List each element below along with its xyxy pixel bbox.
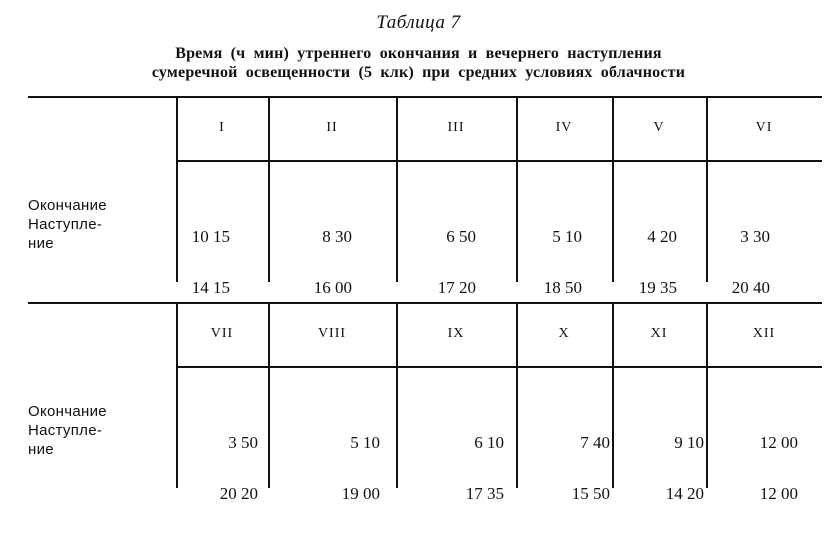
start-time: 20 20 <box>219 484 258 503</box>
end-time: 10 15 <box>191 227 230 246</box>
time-cell <box>396 194 476 330</box>
end-time: 5 10 <box>350 433 380 452</box>
month-header: X <box>558 326 570 341</box>
time-cell <box>268 194 352 330</box>
time-cell <box>268 400 380 536</box>
row-label-start: Наступле- <box>28 216 103 233</box>
title-line-1: Время (ч мин) утреннего окончания и вечернего наступления <box>175 45 662 62</box>
time-cell <box>176 400 258 536</box>
row-labels <box>28 402 107 459</box>
header-rule <box>176 160 822 162</box>
start-time: 15 50 <box>571 484 610 503</box>
end-time: 8 30 <box>322 227 352 246</box>
start-time: 14 15 <box>191 278 230 297</box>
month-header: VIII <box>317 326 347 341</box>
time-cell <box>706 194 770 330</box>
start-time: 19 00 <box>341 484 380 503</box>
row-label-start-cont: ние <box>28 235 54 252</box>
end-time: 6 50 <box>446 227 476 246</box>
end-time: 7 40 <box>580 433 610 452</box>
start-time: 18 50 <box>543 278 582 297</box>
end-time: 12 00 <box>759 433 798 452</box>
month-header: III <box>447 120 465 135</box>
start-time: 20 40 <box>731 278 770 297</box>
start-time: 19 35 <box>638 278 677 297</box>
end-time: 6 10 <box>474 433 504 452</box>
table-top-rule <box>28 302 822 304</box>
title-line-2: сумеречной освещенности (5 клк) при средних условиях облачности <box>151 64 686 81</box>
start-time: 17 20 <box>437 278 476 297</box>
time-cell <box>396 400 504 536</box>
row-label-end: Окончание <box>28 403 107 420</box>
row-label-start-cont: ние <box>28 441 54 458</box>
end-time: 4 20 <box>647 227 677 246</box>
row-labels <box>28 196 107 253</box>
time-cell <box>612 194 677 330</box>
time-cell <box>612 400 704 536</box>
time-cell <box>516 400 610 536</box>
time-cell <box>516 194 582 330</box>
month-header: XII <box>752 326 776 341</box>
month-header: II <box>326 120 338 135</box>
month-header: IX <box>447 326 465 341</box>
time-cell <box>176 194 230 330</box>
row-label-end: Окончание <box>28 197 107 214</box>
end-time: 9 10 <box>674 433 704 452</box>
month-header: V <box>653 120 665 135</box>
row-label-start: Наступле- <box>28 422 103 439</box>
start-time: 14 20 <box>665 484 704 503</box>
table-caption: Таблица 7 <box>376 12 461 33</box>
end-time: 3 50 <box>228 433 258 452</box>
time-cell <box>706 400 798 536</box>
month-header: VI <box>755 120 773 135</box>
start-time: 12 00 <box>759 484 798 503</box>
table-title <box>0 44 837 82</box>
month-header: XI <box>650 326 668 341</box>
month-header: I <box>219 120 225 135</box>
table-top-rule <box>28 96 822 98</box>
end-time: 3 30 <box>740 227 770 246</box>
start-time: 17 35 <box>465 484 504 503</box>
month-header: VII <box>210 326 234 341</box>
end-time: 5 10 <box>552 227 582 246</box>
header-rule <box>176 366 822 368</box>
month-header: IV <box>555 120 573 135</box>
start-time: 16 00 <box>313 278 352 297</box>
